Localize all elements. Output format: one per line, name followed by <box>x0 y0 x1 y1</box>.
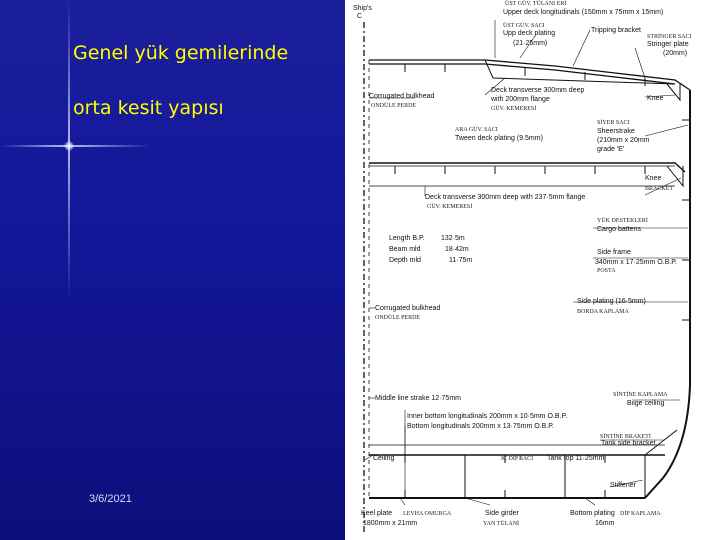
label-ust-guv-tulani: ÜST GÜV. TÜLANI ERİ <box>505 1 567 7</box>
midship-section-svg <box>345 0 720 540</box>
label-posta: POSTA <box>597 268 616 274</box>
label-ust-guv-saci: ÜST GÜV. SACI <box>503 23 545 29</box>
label-upper-deck-longitudinals: Upper deck longitudinals (150mm x 75mm x 15mm) <box>503 9 664 16</box>
label-sheerstrake-1: Sheerstrake <box>597 128 635 135</box>
label-tank-side-bracket: Tank side bracket <box>601 440 656 447</box>
label-deck-transverse-1a: Deck transverse 300mm deep <box>491 87 585 94</box>
label-ara-guv-saci: ARA GÜV. SACI <box>455 127 498 133</box>
label-yuk-destekleri: YÜK DESTEKLERİ <box>597 218 648 224</box>
label-keel-plate-2: 1800mm x 21mm <box>363 520 418 527</box>
label-inner-bottom-longitudinals: Inner bottom longitudinals 200mm x 10·5mm O.B.P. <box>407 413 568 420</box>
sparkle-star-icon <box>64 141 74 151</box>
label-ondule-perde-2: ONDÜLE PERDE <box>375 315 421 321</box>
label-bottom-plating-2: 16mm <box>595 520 615 527</box>
slide-title-line-1: Genel yük gemilerinde <box>73 42 289 64</box>
label-length-bp-key: Length B.P. <box>389 235 425 242</box>
label-upper-deck-plating-2: (21·25mm) <box>513 40 548 47</box>
label-middle-line-strake: Middle line strake 12·75mm <box>375 395 461 402</box>
label-beam-mld-value: 18·42m <box>445 246 469 253</box>
label-stringer-plate-2: (20mm) <box>663 50 688 57</box>
label-depth-mld-value: 11·75m <box>449 257 473 264</box>
label-tripping-bracket: Tripping bracket <box>591 27 641 34</box>
label-corrugated-bulkhead-1: Corrugated bulkhead <box>369 93 435 100</box>
label-cargo-battens: Cargo battens <box>597 226 641 233</box>
label-side-frame-1: Side frame <box>597 249 631 256</box>
slide-title-line-2: orta kesit yapısı <box>73 97 224 119</box>
label-bottom-longitudinals: Bottom longitudinals 200mm x 13·75mm O.B.P. <box>407 423 554 430</box>
label-levha-omurga: LEVHA OMURGA <box>403 511 452 517</box>
label-side-plating: Side plating (16·5mm) <box>577 298 646 305</box>
label-borda-kaplama: BORDA KAPLAMA <box>577 309 629 315</box>
label-ic-dip-saci: İÇ DİP SACI <box>501 456 534 462</box>
label-sheerstrake-2: (210mm x 20mm <box>597 137 650 144</box>
label-side-girder: Side girder <box>485 510 519 517</box>
label-knee-1: Knee <box>647 95 664 102</box>
label-side-frame-2: 340mm x 17·25mm O.B.P. <box>595 259 677 266</box>
label-depth-mld-key: Depth mld <box>389 257 421 264</box>
label-yan-tulani: YAN TÜLANİ <box>483 521 520 527</box>
label-centerline-mark: C <box>357 13 363 20</box>
label-beam-mld-key: Beam mld <box>389 246 421 253</box>
midship-section-drawing <box>345 0 720 540</box>
label-stringer-plate-1: Stringer plate <box>647 41 689 48</box>
label-guv-kemeresi-1: GÜV. KEMERESİ <box>491 106 537 112</box>
slide-date: 3/6/2021 <box>89 493 132 505</box>
label-sintine-braketi: SİNTİNE BRAKETİ <box>600 434 651 440</box>
sparkle-horizontal-ray <box>0 145 150 147</box>
label-stiffener: Stiffener <box>610 482 636 489</box>
knee-lower <box>667 166 683 186</box>
label-sheerstrake-3: grade 'E' <box>597 146 625 153</box>
label-bracket: BRACKET <box>645 186 674 192</box>
tween-deck <box>369 163 685 172</box>
stiffeners-ticks <box>395 64 690 498</box>
label-guv-kemeresi-2: GÜV. KEMERESİ <box>427 204 473 210</box>
label-siyer-saci: SİYER SACI <box>597 120 630 126</box>
label-ondule-perde-1: ONDÜLE PERDE <box>371 103 417 109</box>
label-length-bp-value: 132·5m <box>441 235 465 242</box>
label-bottom-plating: Bottom plating <box>570 510 615 517</box>
label-bilge-ceiling: Bilge ceiling <box>627 400 665 407</box>
label-tank-top: Tank top 11·25mm <box>547 455 605 462</box>
label-tween-deck-plating: Tween deck plating (9.5mm) <box>455 135 543 142</box>
label-sintine-kaplama: SİNTİNE KAPLAMA <box>613 392 668 398</box>
label-upper-deck-plating-1: Upp deck plating <box>503 30 556 37</box>
label-dip-kaplama: DİP KAPLAMA <box>620 511 661 517</box>
label-deck-transverse-1b: with 200mm flange <box>491 96 550 103</box>
label-stringer-saci: STRİNGER SACI <box>647 34 692 40</box>
label-corrugated-bulkhead-2: Corrugated bulkhead <box>375 305 441 312</box>
label-keel-plate-1: Keel plate <box>361 510 393 517</box>
label-ceiling: Ceiling <box>373 455 395 462</box>
knee-upper <box>667 84 680 100</box>
label-deck-transverse-2: Deck transverse 300mm deep with 237·5mm flange <box>425 194 586 201</box>
label-ships-centerline: Ship's <box>353 5 372 12</box>
label-knee-2: Knee <box>645 175 662 182</box>
